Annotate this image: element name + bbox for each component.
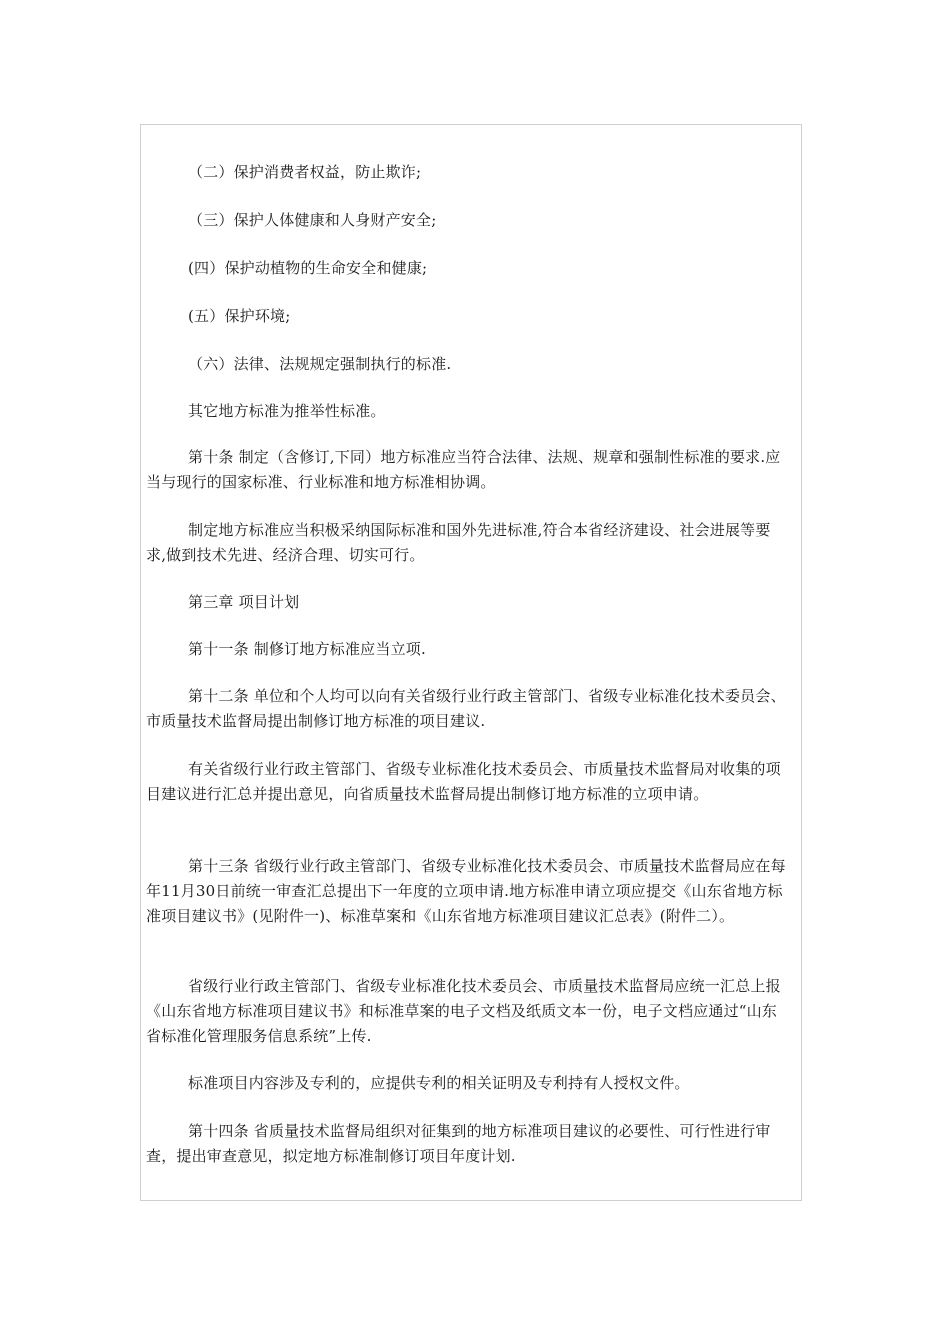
paragraph-article-13: 第十三条 省级行业行政主管部门、省级专业标准化技术委员会、市质量技术监督局应在每年11月30日前统一审查汇总提出下一年度的立项申请.地方标准申请立项应提交《山东省地方标准项目建议书》(见附件一)、标准草案和《山东省地方标准项目建议汇总表》(附件二）。 (146, 857, 786, 925)
paragraph-item-4: (四）保护动植物的生命安全和健康; (188, 259, 428, 277)
paragraph-article-12: 第十二条 单位和个人均可以向有关省级行业行政主管部门、省级专业标准化技术委员会、市质量技术监督局提出制修订地方标准的项目建议. (146, 687, 786, 730)
paragraph-item-3: （三）保护人体健康和人身财产安全; (188, 211, 437, 229)
paragraph-item-5: (五）保护环境; (188, 307, 291, 325)
chapter-heading: 第三章 项目计划 (188, 593, 300, 611)
paragraph-article-12-cont: 有关省级行业行政主管部门、省级专业标准化技术委员会、市质量技术监督局对收集的项目建议进行汇总并提出意见，向省质量技术监督局提出制修订地方标准的立项申请。 (146, 760, 781, 803)
paragraph-article-14: 第十四条 省质量技术监督局组织对征集到的地方标准项目建议的必要性、可行性进行审查，提出审查意见，拟定地方标准制修订项目年度计划. (146, 1122, 771, 1165)
paragraph-other-standards: 其它地方标准为推举性标准。 (188, 402, 386, 420)
paragraph-patent: 标准项目内容涉及专利的，应提供专利的相关证明及专利持有人授权文件。 (188, 1074, 690, 1092)
paragraph-article-13-cont: 省级行业行政主管部门、省级专业标准化技术委员会、市质量技术监督局应统一汇总上报《山东省地方标准项目建议书》和标准草案的电子文档及纸质文本一份，电子文档应通过“山东省标准化管理服务信息系统”上传. (146, 977, 781, 1045)
paragraph-article-10: 第十条 制定（含修订,下同）地方标准应当符合法律、法规、规章和强制性标准的要求.应当与现行的国家标准、行业标准和地方标准相协调。 (146, 448, 781, 491)
paragraph-item-2: （二）保护消费者权益，防止欺诈; (188, 163, 422, 181)
paragraph-article-11: 第十一条 制修订地方标准应当立项. (188, 640, 426, 658)
paragraph-item-6: （六）法律、法规规定强制执行的标准. (188, 355, 452, 373)
paragraph-article-10-cont: 制定地方标准应当积极采纳国际标准和国外先进标准,符合本省经济建设、社会进展等要求,做到技术先进、经济合理、切实可行。 (146, 521, 771, 564)
